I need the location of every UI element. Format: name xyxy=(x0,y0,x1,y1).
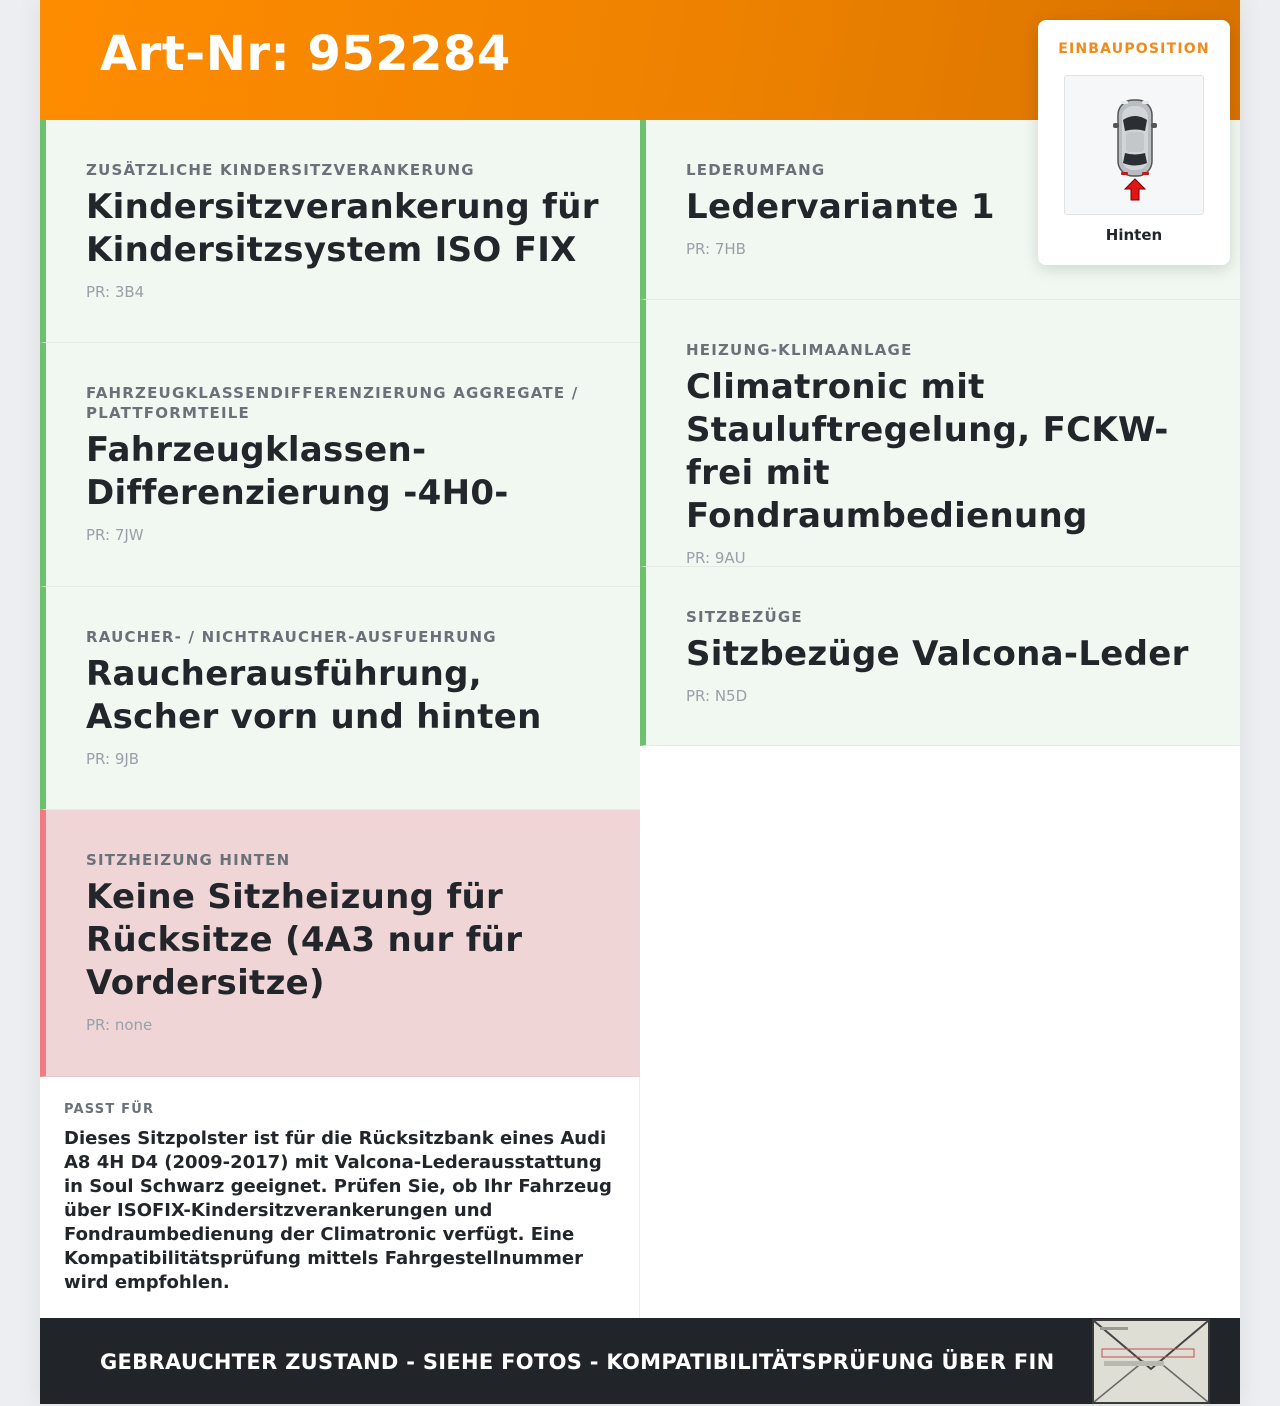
card-category: RAUCHER- / NICHTRAUCHER-AUSFUEHRUNG xyxy=(86,628,497,646)
equipment-card-seat-covers xyxy=(640,567,1240,746)
footer-bar xyxy=(40,1318,1240,1404)
card-pr-code: PR: 9AU xyxy=(686,549,746,567)
article-number-title: Art-Nr: 952284 xyxy=(100,26,511,82)
card-value: Keine Sitzheizung für Rücksitze (4A3 nur für Vordersitze) xyxy=(86,877,523,1003)
card-pr-code: PR: 3B4 xyxy=(86,283,145,301)
fitment-section xyxy=(40,1077,640,1318)
card-category: LEDERUMFANG xyxy=(686,161,826,179)
card-pr-code: PR: none xyxy=(86,1016,153,1034)
card-pr-code: PR: 7HB xyxy=(686,240,746,258)
card-category: HEIZUNG-KLIMAANLAGE xyxy=(686,341,913,359)
equipment-card-smoker xyxy=(40,587,640,810)
equipment-card-vehicle-class xyxy=(40,343,640,587)
card-value: Kindersitzverankerung für Kindersitzsystem ISO FIX xyxy=(86,187,599,270)
equipment-card-iso-fix xyxy=(40,120,640,343)
card-value: Climatronic mit Stauluftregelung, FCKW-frei mit Fondraumbedienung xyxy=(686,367,1169,536)
card-category: FAHRZEUGKLASSENDIFFERENZIERUNG AGGREGATE / PLATTFORMTEILE xyxy=(86,384,579,422)
registration-document-thumbnail xyxy=(1092,1319,1210,1404)
equipment-card-seat-heating xyxy=(40,810,640,1077)
mounting-position-value: Hinten xyxy=(1105,226,1163,244)
card-value: Ledervariante 1 xyxy=(686,187,995,227)
card-value: Raucherausführung, Ascher vorn und hinten xyxy=(86,654,542,737)
card-pr-code: PR: 7JW xyxy=(86,526,144,544)
car-top-view-rear-arrow-icon xyxy=(1064,75,1204,215)
card-pr-code: PR: N5D xyxy=(686,687,748,705)
product-sheet xyxy=(40,0,1240,1404)
card-category: SITZHEIZUNG HINTEN xyxy=(86,851,291,869)
footer-note: GEBRAUCHTER ZUSTAND - SIEHE FOTOS - KOMPATIBILITÄTSPRÜFUNG ÜBER FIN xyxy=(100,1350,1055,1374)
card-value: Sitzbezüge Valcona-Leder xyxy=(686,634,1189,674)
mounting-position-title: EINBAUPOSITION xyxy=(1058,41,1210,57)
card-category: ZUSÄTZLICHE KINDERSITZVERANKERUNG xyxy=(86,161,475,179)
equipment-card-climate xyxy=(640,300,1240,567)
fitment-label: PASST FÜR xyxy=(64,1102,155,1117)
card-value: Fahrzeugklassen-Differenzierung -4H0- xyxy=(86,430,509,513)
fitment-text: Dieses Sitzpolster ist für die Rücksitzbank eines Audi A8 4H D4 (2009-2017) mit Valcona-Lederausstattung in Soul Schwarz geeignet. Prüfen Sie, ob Ihr Fahrzeug über ISOFIX-Kindersitzverankerungen und Fondraumbedienung der Climatronic verfügt. Eine Kompatibilitätsprüfung mittels Fahrgestellnummer wird empfohlen. xyxy=(64,1128,612,1293)
mounting-position-card xyxy=(1038,20,1230,265)
card-category: SITZBEZÜGE xyxy=(686,608,803,626)
card-pr-code: PR: 9JB xyxy=(86,750,140,768)
